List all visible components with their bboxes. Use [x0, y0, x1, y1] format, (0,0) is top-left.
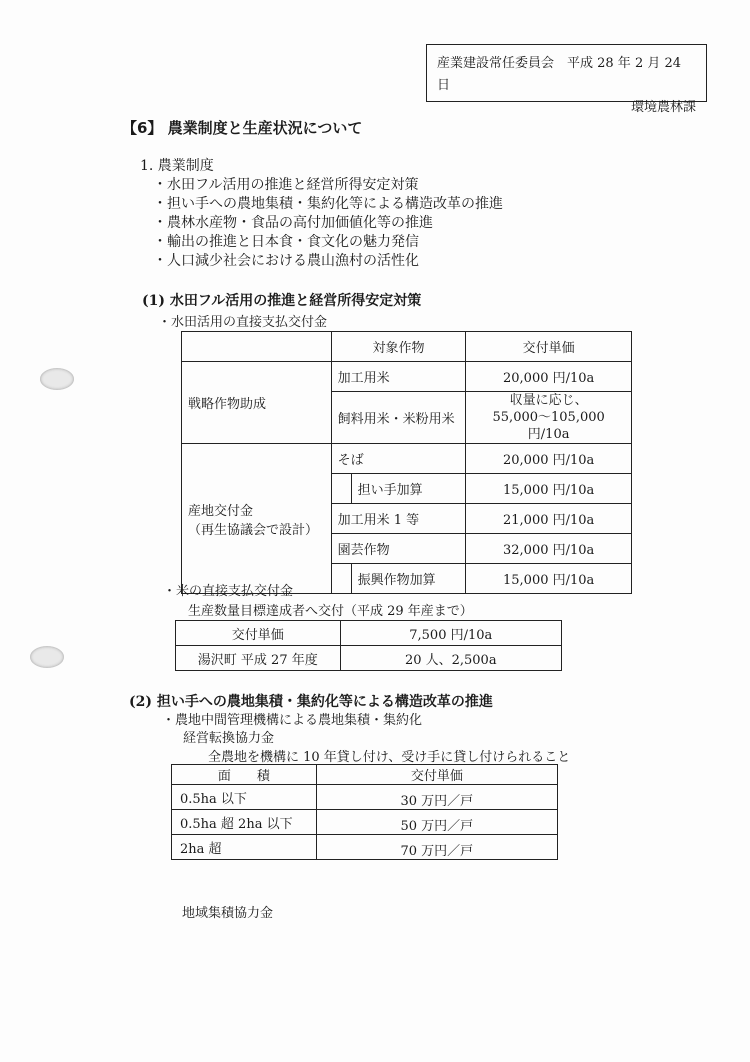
bullet-item: ・輸出の推進と日本食・食文化の魅力発信	[153, 234, 419, 250]
area-cell: 2ha 超	[172, 835, 317, 860]
punch-hole	[30, 646, 64, 668]
header-committee-date: 産業建設常任委員会 平成 28 年 2 月 24 日	[437, 56, 682, 93]
price-cell: 15,000 円/10a	[466, 564, 632, 594]
price-cell: 21,000 円/10a	[466, 504, 632, 534]
bullet-item: ・水田フル活用の推進と経営所得安定対策	[153, 177, 419, 193]
crop-cell: 加工用米	[331, 362, 466, 392]
area-cell: 0.5ha 超 2ha 以下	[172, 810, 317, 835]
header-department: 環境農林課	[630, 100, 696, 115]
rice-note: 生産数量目標達成者へ交付（平成 29 年産まで）	[188, 604, 473, 619]
bullet-item: ・農林水産物・食品の高付加価値化等の推進	[153, 215, 433, 231]
table-corner-cell	[182, 332, 332, 362]
section1-heading: 1. 農業制度	[140, 158, 214, 174]
rice-caption: ・米の直接支払交付金	[163, 584, 294, 599]
crop-cell: 飼料用米・米粉用米	[331, 392, 466, 444]
price-cell: 15,000 円/10a	[466, 474, 632, 504]
subsection2-line: ・農地中間管理機構による農地集積・集約化	[162, 713, 423, 728]
crop-cell: 園芸作物	[331, 534, 466, 564]
price-line: 収量に応じ、	[509, 393, 588, 408]
indent-cell	[331, 564, 351, 594]
rice-label-cell: 湯沢町 平成 27 年度	[176, 646, 341, 671]
group-santi	[182, 444, 332, 594]
price-cell	[466, 392, 632, 444]
indent-cell	[331, 474, 351, 504]
header-box	[426, 44, 707, 115]
subsection1-caption: ・水田活用の直接支払交付金	[158, 315, 328, 330]
price-line: 55,000～105,000 円/10a	[492, 410, 605, 442]
col-header-price: 交付単価	[466, 332, 632, 362]
subsection2-heading: (2) 担い手への農地集積・集約化等による構造改革の推進	[129, 694, 493, 710]
bullet-item: ・人口減少社会における農山漁村の活性化	[153, 253, 419, 269]
crop-cell: 担い手加算	[351, 474, 466, 504]
footer-heading: 地域集積協力金	[182, 906, 274, 921]
col-header-area: 面 積	[172, 765, 317, 785]
section1-bullets	[153, 176, 503, 271]
price-cell: 30 万円／戸	[316, 785, 557, 810]
rice-value-cell: 20 人、2,500a	[340, 646, 561, 671]
area-cell: 0.5ha 以下	[172, 785, 317, 810]
crop-cell: 加工用米 1 等	[331, 504, 466, 534]
bullet-item: ・担い手への農地集積・集約化等による構造改革の推進	[153, 196, 503, 212]
rice-value-cell: 7,500 円/10a	[340, 621, 561, 646]
price-cell: 50 万円／戸	[316, 810, 557, 835]
crop-cell: 振興作物加算	[351, 564, 466, 594]
santi-note: （再生協議会で設計）	[188, 522, 319, 538]
subsection2-line: 経営転換協力金	[183, 731, 275, 746]
subsection1-heading: (1) 水田フル活用の推進と経営所得安定対策	[142, 293, 422, 309]
page-title: 【6】 農業制度と生産状況について	[122, 119, 363, 137]
col-header-crop: 対象作物	[331, 332, 466, 362]
punch-hole	[40, 368, 74, 390]
price-cell: 20,000 円/10a	[466, 444, 632, 474]
price-cell: 70 万円／戸	[316, 835, 557, 860]
rice-payment-table	[175, 620, 562, 671]
rice-label-cell: 交付単価	[176, 621, 341, 646]
group-senryaku: 戦略作物助成	[182, 362, 332, 444]
subsection2-condition: 全農地を機構に 10 年貸し付け、受け手に貸し付けられること	[208, 750, 571, 765]
santi-label: 産地交付金	[188, 503, 254, 519]
crop-cell: そば	[331, 444, 466, 474]
paddy-payment-table	[181, 331, 632, 594]
price-cell: 20,000 円/10a	[466, 362, 632, 392]
conversion-payment-table	[171, 764, 558, 860]
price-cell: 32,000 円/10a	[466, 534, 632, 564]
col-header-price: 交付単価	[316, 765, 557, 785]
